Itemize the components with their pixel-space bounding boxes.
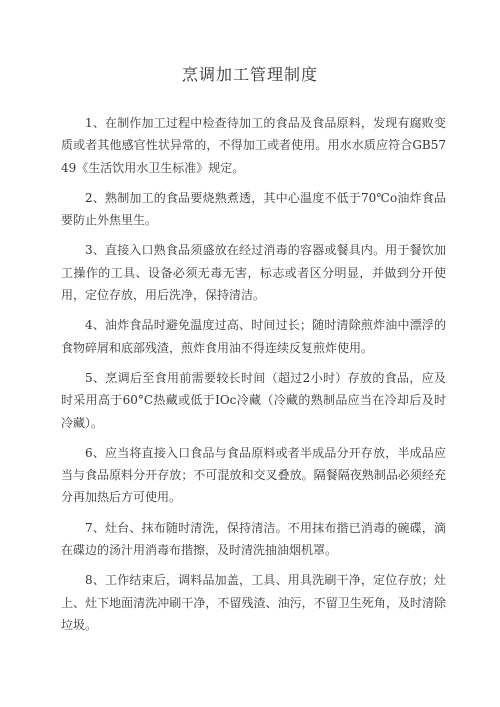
paragraph-3: 3、直接入口熟食品须盛放在经过消毒的容器或餐具内。用于餐饮加工操作的工具、设备必须无毒无害，标志或者区分明显，并做到分开使用，定位存放，用后洗净，保持清洁。 [61, 243, 446, 303]
document-title: 烹调加工管理制度 [181, 65, 318, 84]
paragraph-7: 7、灶台、抹布随时清洗，保持清洁。不用抹布揩已消毒的碗碟，滴在碟边的汤汁用消毒布揩擦，及时清洗抽油烟机罩。 [61, 520, 446, 558]
paragraph-5: 5、烹调后至食用前需要较长时间（超过2小时）存放的食品，应及时采用高于60°C热藏或低于IOc冷藏（冷藏的熟制品应当在冷却后及时冷藏）。 [61, 370, 446, 430]
paragraph-8: 8、工作结束后，调料品加盖，工具、用具洗刷干净，定位存放；灶上、灶下地面清洗冲刷干净，不留残渣、油污，不留卫生死角，及时清除垃圾。 [61, 573, 446, 632]
document-body [61, 112, 446, 636]
paragraph-1: 1、在制作加工过程中检查待加工的食品及食品原料，发现有腐败变质或者其他感官性状异常的，不得加工或者使用。用水水质应符合GB5749《生活饮用水卫生标准》规定。 [61, 116, 446, 175]
paragraph-6: 6、应当将直接入口食品与食品原料或者半成品分开存放，半成品应当与食品原料分开存放；不可混放和交叉叠放。隔餐隔夜熟制品必须经充分再加热后方可使用。 [61, 445, 446, 505]
paragraph-2: 2、熟制加工的食品要烧熟煮透，其中心温度不低于70℃o油炸食品要防止外焦里生。 [61, 190, 446, 228]
paragraph-4: 4、油炸食品时避免温度过高、时间过长；随时清除煎炸油中漂浮的食物碎屑和底部残渣，煎炸食用油不得连续反复煎炸使用。 [61, 318, 446, 355]
